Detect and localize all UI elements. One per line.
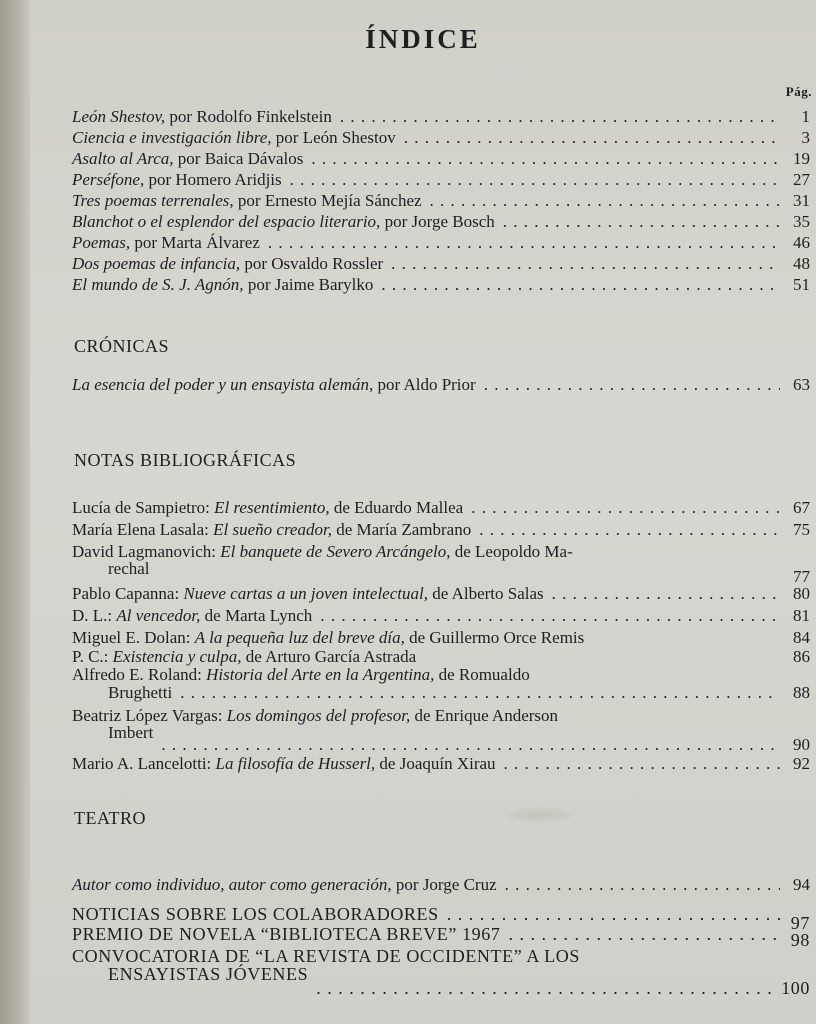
page-number: 46 xyxy=(793,233,810,252)
review-entry xyxy=(72,521,810,540)
reviewer-name: David Lagmanovich: xyxy=(72,542,221,561)
toc-entry xyxy=(72,255,810,274)
review-entry xyxy=(72,499,810,518)
toc-entry-continuation xyxy=(108,964,810,998)
author-credit: por Marta Álvarez xyxy=(130,233,260,252)
reviewer-name: Pablo Capanna: xyxy=(72,584,184,603)
author-credit: por Homero Aridjis xyxy=(144,170,282,189)
reviewer-name: P. C.: xyxy=(72,647,113,666)
dot-leader xyxy=(508,926,780,943)
author-credit: de María Zambrano xyxy=(331,520,472,539)
work-title: Blanchot o el esplendor del espacio literario, xyxy=(72,212,381,231)
dot-leader xyxy=(484,376,780,393)
work-title: El mundo de S. J. Agnón, xyxy=(72,275,244,294)
work-title: Dos poemas de infancia, xyxy=(72,254,241,273)
page-title: ÍNDICE xyxy=(365,24,481,54)
author-credit: de Arturo García Astrada xyxy=(241,647,417,666)
review-entry xyxy=(72,607,810,626)
dot-leader xyxy=(161,736,780,753)
work-title: El banquete de Severo Arcángelo, xyxy=(220,542,451,561)
page-number: 81 xyxy=(793,606,810,625)
dot-leader xyxy=(311,150,780,167)
page-stain xyxy=(500,806,580,824)
index-page xyxy=(30,0,816,1024)
author-credit: de Joaquín Xirau xyxy=(375,754,496,773)
review-entry xyxy=(72,585,810,604)
dot-leader xyxy=(479,521,780,538)
dot-leader xyxy=(268,234,780,251)
page-number: 98 xyxy=(790,930,810,950)
page-number: 77 xyxy=(793,567,810,586)
work-title: El sueño creador, xyxy=(213,520,332,539)
work-title: Al vencedor, xyxy=(116,606,201,625)
work-title: A la pequeña luz del breve día, xyxy=(194,628,405,647)
review-entry-continuation xyxy=(108,559,810,586)
work-title: Autor como individuo, autor como generación, xyxy=(72,875,392,894)
dot-leader xyxy=(290,171,780,188)
dot-leader xyxy=(430,192,780,209)
page-column-label: Pág. xyxy=(785,84,812,99)
dot-leader xyxy=(180,684,780,701)
toc-entry xyxy=(72,276,810,295)
work-title: Existencia y culpa, xyxy=(112,647,242,666)
reviewer-name: Miguel E. Dolan: xyxy=(72,628,195,647)
page-number: 92 xyxy=(793,754,810,773)
page-number: 94 xyxy=(793,875,810,894)
work-title: La esencia del poder y un ensayista alemán, xyxy=(72,375,374,394)
page-number: 67 xyxy=(793,498,810,517)
reviewer-name: Beatriz López Vargas: xyxy=(72,706,227,725)
author-credit: por Osvaldo Rossler xyxy=(240,254,384,273)
toc-entry xyxy=(72,924,810,950)
dot-leader xyxy=(381,276,780,293)
review-entry xyxy=(72,755,810,774)
page-number: 51 xyxy=(793,275,810,294)
toc-entry xyxy=(72,108,810,127)
page-number: 86 xyxy=(793,647,810,666)
dot-leader xyxy=(340,108,780,125)
toc-entry xyxy=(72,150,810,169)
author-credit: por Jorge Cruz xyxy=(391,875,497,894)
reviewer-name: Lucía de Sampietro: xyxy=(72,498,215,517)
toc-entry xyxy=(72,376,810,395)
work-title: Nueve cartas a un joven intelectual, xyxy=(183,584,428,603)
dot-leader xyxy=(316,980,773,997)
entry-title: NOTICIAS SOBRE LOS COLABORADORES xyxy=(72,904,439,924)
page-number: 80 xyxy=(793,584,810,603)
author-credit: por Baica Dávalos xyxy=(173,149,304,168)
dot-leader xyxy=(404,129,780,146)
toc-entry xyxy=(72,904,810,933)
page-number: 88 xyxy=(793,683,810,702)
work-title: León Shestov, xyxy=(72,107,166,126)
author-credit: de Enrique Anderson xyxy=(410,706,559,725)
entry-title: CONVOCATORIA DE “LA REVISTA DE OCCIDENTE” A LOS xyxy=(72,946,580,966)
toc-entry xyxy=(72,129,810,148)
toc-entry xyxy=(72,171,810,190)
work-title: Historia del Arte en la Argentina, xyxy=(206,665,435,684)
author-credit-continued: Imbert xyxy=(108,723,154,742)
dot-leader xyxy=(504,755,780,772)
page-number: 27 xyxy=(793,170,810,189)
author-credit: por León Shestov xyxy=(271,128,396,147)
author-credit: de Leopoldo Ma- xyxy=(450,542,573,561)
reviewer-name: Alfredo E. Roland: xyxy=(72,665,207,684)
toc-entry xyxy=(72,213,810,232)
work-title: Perséfone, xyxy=(72,170,145,189)
author-credit: de Romualdo xyxy=(434,665,530,684)
review-entry xyxy=(72,666,810,685)
dot-leader xyxy=(505,876,780,893)
review-entry-continuation xyxy=(108,684,810,703)
review-entry-continuation xyxy=(108,723,810,754)
author-credit: de Eduardo Mallea xyxy=(329,498,464,517)
toc-entry xyxy=(72,234,810,253)
reviewer-name: D. L.: xyxy=(72,606,117,625)
reviewer-name: María Elena Lasala: xyxy=(72,520,214,539)
section-heading-cronicas: CRÓNICAS xyxy=(74,336,170,356)
author-credit: por Ernesto Mejía Sánchez xyxy=(233,191,422,210)
author-credit: por Jorge Bosch xyxy=(380,212,495,231)
work-title: Asalto al Arca, xyxy=(72,149,174,168)
page-number: 35 xyxy=(793,212,810,231)
work-title: Poemas, xyxy=(72,233,131,252)
page-number: 84 xyxy=(793,628,810,647)
page-number: 3 xyxy=(801,128,810,147)
entry-title: PREMIO DE NOVELA “BIBLIOTECA BREVE” 1967 xyxy=(72,924,501,944)
author-credit: por Jaime Barylko xyxy=(243,275,374,294)
work-title: El resentimiento, xyxy=(214,498,330,517)
page-number: 31 xyxy=(793,191,810,210)
author-credit: por Aldo Prior xyxy=(373,375,476,394)
dot-leader xyxy=(471,499,780,516)
section-heading-notas: NOTAS BIBLIOGRÁFICAS xyxy=(74,450,297,470)
toc-entry xyxy=(72,192,810,211)
work-title: Ciencia e investigación libre, xyxy=(72,128,272,147)
work-title: Tres poemas terrenales, xyxy=(72,191,234,210)
entry-title-continued: ENSAYISTAS JÓVENES xyxy=(108,964,309,984)
author-credit-continued: rechal xyxy=(108,559,150,578)
page-number: 100 xyxy=(781,978,810,998)
dot-leader xyxy=(503,213,780,230)
dot-leader xyxy=(391,255,780,272)
review-entry xyxy=(72,629,810,648)
author-credit: de Alberto Salas xyxy=(427,584,544,603)
work-title: Los domingos del profesor, xyxy=(226,706,411,725)
page-number: 48 xyxy=(793,254,810,273)
page-number: 90 xyxy=(793,735,810,754)
page-number: 75 xyxy=(793,520,810,539)
toc-entry xyxy=(72,876,810,895)
author-credit: por Rodolfo Finkelstein xyxy=(165,107,332,126)
dot-leader xyxy=(552,585,780,602)
page-number: 1 xyxy=(801,107,810,126)
book-spine-shadow xyxy=(0,0,30,1024)
page-number: 97 xyxy=(790,913,810,933)
dot-leader xyxy=(447,906,780,923)
author-credit: de Guillermo Orce Remis xyxy=(404,628,585,647)
reviewer-name: Mario A. Lancelotti: xyxy=(72,754,216,773)
page-number: 19 xyxy=(793,149,810,168)
dot-leader xyxy=(320,607,780,624)
work-title: La filosofía de Husserl, xyxy=(215,754,376,773)
page-number: 63 xyxy=(793,375,810,394)
section-heading-teatro: TEATRO xyxy=(74,808,146,828)
author-credit: de Marta Lynch xyxy=(200,606,313,625)
author-credit-continued: Brughetti xyxy=(108,683,173,702)
